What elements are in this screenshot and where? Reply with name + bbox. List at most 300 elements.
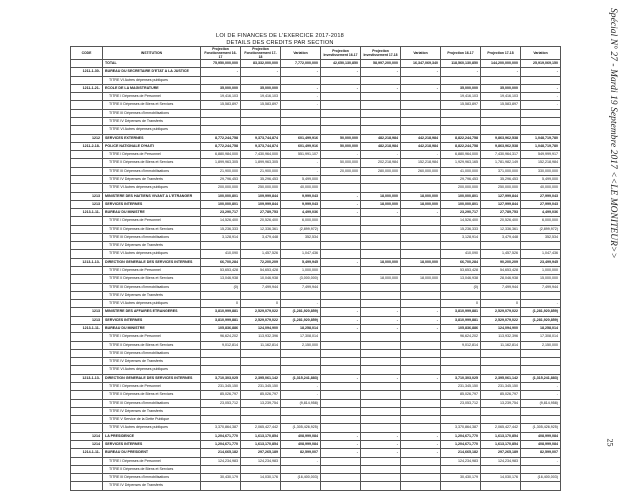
row-value: 7,499,944 [481,283,521,291]
table-row [71,465,561,473]
row-value [361,399,401,407]
row-value: 2,529,079,022 [241,316,281,324]
row-code [71,267,103,275]
table-row [71,482,561,490]
row-value: 23,053,712 [441,399,481,407]
row-value [401,382,441,390]
row-value: 17,308,014 [281,333,321,341]
row-value: - [401,449,441,457]
row-code: 1211-1-30- [71,68,103,76]
row-value: - [321,192,361,200]
row-value: 90,200,209 [481,258,521,266]
row-value: - [361,432,401,440]
row-value: 410,090 [201,250,241,258]
row-label: TITRE III Dépenses d'Immobilisations [103,233,201,241]
row-value: 18,000,000 [361,192,401,200]
table-row [71,109,561,117]
row-value: 27,789,753 [241,209,281,217]
row-code [71,250,103,258]
row-value: 371,000,000 [481,167,521,175]
row-value: 20,000,000 [321,167,361,175]
row-value [321,333,361,341]
row-value: (2,899,972) [281,225,321,233]
row-value: 4,499,036 [521,209,561,217]
table-row [71,60,561,68]
row-value: - [321,374,361,382]
row-value: - [521,457,561,465]
row-value: 124,234,983 [481,457,521,465]
row-value [321,399,361,407]
row-code [71,242,103,250]
table-row [71,341,561,349]
row-value: 15,583,897 [241,101,281,109]
row-value: 21,900,000 [241,167,281,175]
table-row [71,200,561,208]
row-label: TITRE I Dépenses de Personnel [103,93,201,101]
row-value: 1,000,000 [521,267,561,275]
row-value: 250,000,000 [481,184,521,192]
row-value: 7,430,964,000 [241,151,281,159]
row-value: 29,796,453 [201,175,241,183]
row-value [401,457,441,465]
row-value [481,407,521,415]
row-value: 1,204,671,770 [201,432,241,440]
row-value [361,482,401,490]
row-value: 7,499,944 [281,283,321,291]
row-code [71,465,103,473]
row-value [321,175,361,183]
row-value [481,482,521,490]
row-value: 23,499,945 [521,258,561,266]
row-code [71,399,103,407]
row-value: 3,479,448 [481,233,521,241]
row-label: DIRECTION GENERALE DES SERVICES INTERNES [103,374,201,382]
row-code [71,175,103,183]
row-value [441,416,481,424]
row-value: 231,345,150 [201,382,241,390]
row-value [401,416,441,424]
row-value [441,291,481,299]
row-code: 1213-1-13- [71,258,103,266]
row-label: TITRE I Dépenses de Personnel [103,333,201,341]
table-row [71,267,561,275]
row-value [321,217,361,225]
row-code: 1214 [71,432,103,440]
table-header-row [71,47,561,60]
table-row [71,151,561,159]
row-value: 482,218,984 [361,134,401,142]
row-value [281,407,321,415]
row-code: 1213 [71,192,103,200]
running-header: Spécial N° 27 - Mardi 19 Septembre 2017 <<LE MONITEUR>> [608,8,618,259]
row-code [71,225,103,233]
row-value: - [281,101,321,109]
row-value: 2,529,079,022 [481,316,521,324]
row-value [361,175,401,183]
row-label: SERVICES EXTERNES [103,134,201,142]
row-value [401,391,441,399]
row-value: 1,781,982,149 [481,159,521,167]
row-value: (1,281,920,859) [521,308,561,316]
row-value: 25,919,069,150 [521,60,561,68]
row-value: 2,529,079,022 [241,308,281,316]
row-value: - [361,308,401,316]
row-value: 18,000,000 [361,200,401,208]
row-value: 109,999,844 [241,192,281,200]
row-value: 14,526,400 [441,217,481,225]
row-value: - [361,374,401,382]
row-value [281,291,321,299]
row-value [201,76,241,84]
row-value: (1,315,241,883) [521,374,561,382]
row-value: 42,650,130,850 [321,60,361,68]
row-value [361,283,401,291]
row-value [401,225,441,233]
row-label: TITRE VI Autres dépenses publiques [103,250,201,258]
row-value: - [281,382,321,390]
row-value: 3,128,914 [201,233,241,241]
row-value: 9,999,043 [281,200,321,208]
row-value: 12,336,361 [241,225,281,233]
row-value [361,242,401,250]
row-value: - [481,68,521,76]
row-value: 15,583,897 [201,101,241,109]
row-value: 23,290,717 [201,209,241,217]
row-value [281,416,321,424]
row-value [201,349,241,357]
row-code [71,291,103,299]
row-value: 6,000,000 [521,217,561,225]
row-value: - [281,93,321,101]
row-code [71,167,103,175]
row-value [481,126,521,134]
table-row [71,399,561,407]
row-value [321,416,361,424]
row-value [321,474,361,482]
row-value [321,300,361,308]
row-label: TITRE I Dépenses de Personnel [103,217,201,225]
row-value: 5,499,000 [281,175,321,183]
row-value: 7,499,944 [241,283,281,291]
row-value: 8,822,244,758 [441,134,481,142]
row-value: 1,613,170,854 [241,440,281,448]
row-value: 11,162,814 [241,341,281,349]
row-code [71,109,103,117]
row-value [481,358,521,366]
row-value: 297,265,189 [241,449,281,457]
row-value: - [401,316,441,324]
row-value: - [321,258,361,266]
row-value: - [521,300,561,308]
row-value [201,358,241,366]
row-value: - [281,391,321,399]
row-code [71,474,103,482]
row-value [441,349,481,357]
row-value: (1,315,241,883) [281,374,321,382]
row-value: - [321,432,361,440]
row-value: - [321,325,361,333]
row-label: TITRE IV Dépenses de Transferts [103,242,201,250]
row-value: 9,012,814 [441,341,481,349]
row-value: 1,047,436 [521,250,561,258]
column-header: Projection Investissement 17-18 [361,47,401,60]
row-value [401,366,441,374]
row-value: 85,026,797 [201,391,241,399]
row-value [441,358,481,366]
row-value: 35,296,453 [481,175,521,183]
row-value: 85,026,797 [441,391,481,399]
row-code: 1212 [71,134,103,142]
row-value [441,407,481,415]
row-value: 105,836,886 [201,325,241,333]
row-value [241,291,281,299]
table-row [71,349,561,357]
row-value [281,482,321,490]
row-value [201,242,241,250]
row-value: (1,281,920,859) [521,316,561,324]
table-row [71,68,561,76]
row-code: 1214-1-11- [71,449,103,457]
row-value: 1,048,719,780 [521,142,561,150]
row-value [361,217,401,225]
row-value: 66,700,284 [441,258,481,266]
row-value: 330,000,000 [521,167,561,175]
row-value: 6,880,964,000 [441,151,481,159]
row-value: - [521,101,561,109]
table-row [71,101,561,109]
row-value [241,416,281,424]
table-row [71,242,561,250]
row-value: 13,239,754 [241,399,281,407]
row-value [281,76,321,84]
row-value [401,424,441,432]
row-value [241,109,281,117]
table-row [71,84,561,92]
table-row [71,308,561,316]
table-row [71,325,561,333]
row-value: 5,499,945 [281,258,321,266]
row-value: - [401,151,441,159]
row-value: 352,534 [521,233,561,241]
row-value: 35,000,000 [441,84,481,92]
row-value: 1,000,000 [281,267,321,275]
row-value: 8,772,244,758 [201,134,241,142]
row-label: SERVICES INTERNES [103,440,201,448]
row-label: BUREAU DU MINISTRE [103,209,201,217]
row-code [71,126,103,134]
row-value [201,366,241,374]
row-value: 297,265,189 [481,449,521,457]
row-value [361,233,401,241]
row-value: 12,336,361 [481,225,521,233]
row-value: 41,000,000 [441,167,481,175]
table-row [71,457,561,465]
row-value: 152,218,984 [401,159,441,167]
row-value [281,465,321,473]
row-label: TITRE II Dépenses de Biens et Services [103,465,201,473]
row-code: 1213-1-13- [71,374,103,382]
row-value [481,465,521,473]
row-value [361,76,401,84]
row-value [401,482,441,490]
row-value: 50,000,000 [321,159,361,167]
row-value [361,424,401,432]
row-value [481,117,521,125]
row-value: 100,000,801 [441,192,481,200]
document-subtitle: DETAILS DES CREDITS PAR SECTION [226,40,334,46]
row-value [241,126,281,134]
row-label: TITRE III Dépenses d'Immobilisations [103,167,201,175]
row-value: 144,200,000,000 [481,60,521,68]
row-value: 3,810,999,881 [201,316,241,324]
row-value: 549,999,917 [521,151,561,159]
row-value [481,291,521,299]
row-label: TITRE III Dépenses d'Immobilisations [103,399,201,407]
row-value [321,250,361,258]
row-value [361,349,401,357]
row-value: 1,457,526 [241,250,281,258]
row-value: 482,218,984 [361,142,401,150]
row-label: TITRE VI Autres dépenses publiques [103,184,201,192]
row-value: 96,624,202 [201,333,241,341]
row-value: 85,026,797 [241,391,281,399]
row-value: - [281,300,321,308]
row-value [361,416,401,424]
row-label: TITRE I Dépenses de Personnel [103,267,201,275]
row-value [441,76,481,84]
row-value [521,358,561,366]
row-value: 7,499,944 [521,283,561,291]
row-code [71,333,103,341]
row-value: 19,416,103 [481,93,521,101]
row-value [241,366,281,374]
row-label: TITRE IV Dépenses de Transferts [103,175,201,183]
row-value [241,465,281,473]
row-value: (0) [441,283,481,291]
row-value: 27,999,043 [521,192,561,200]
row-value: - [521,382,561,390]
row-value: 9,373,744,874 [241,134,281,142]
row-value [521,291,561,299]
row-value: 82,599,007 [281,449,321,457]
row-value [441,482,481,490]
column-header: Projection Fonctionnement 16-17 [201,47,241,60]
row-value: - [281,159,321,167]
table-row [71,175,561,183]
row-value: 442,218,984 [401,142,441,150]
row-value [521,349,561,357]
row-value [481,242,521,250]
row-value: - [321,151,361,159]
row-label: LA PRESIDENCE [103,432,201,440]
table-row [71,382,561,390]
row-value: 85,026,797 [481,391,521,399]
table-row [71,126,561,134]
row-value [401,267,441,275]
row-value [361,474,401,482]
row-label: SERVICES INTERNES [103,200,201,208]
row-value: 3,710,303,025 [201,374,241,382]
row-value: 3,810,999,881 [441,308,481,316]
row-code: 1213 [71,200,103,208]
table-row [71,391,561,399]
credits-table [70,46,561,491]
row-label: MINISTERE DES AFFAIRES ETRANGERES [103,308,201,316]
row-value: 6,880,984,000 [201,151,241,159]
row-label: TOTAL [103,60,201,68]
row-value: 601,499,916 [281,142,321,150]
row-value: - [321,68,361,76]
row-value [321,482,361,490]
table-row [71,192,561,200]
row-value: 18,000,000 [401,200,441,208]
row-value [361,101,401,109]
row-value: 3,710,303,025 [441,374,481,382]
row-value: 0 [481,300,521,308]
row-code [71,424,103,432]
row-value [481,416,521,424]
row-value [201,407,241,415]
row-value: 2,150,000 [281,341,321,349]
column-header: Variation [401,47,441,60]
row-value: - [521,68,561,76]
row-value: 124,094,900 [241,325,281,333]
row-value [401,283,441,291]
row-value [281,366,321,374]
column-header: Variation [521,47,561,60]
row-value: - [401,68,441,76]
table-row [71,275,561,283]
row-value: - [401,308,441,316]
row-value: 231,345,150 [481,382,521,390]
row-value [201,126,241,134]
row-value: 127,999,844 [481,200,521,208]
row-code [71,358,103,366]
row-code [71,76,103,84]
row-code [71,457,103,465]
row-value [321,267,361,275]
row-value [441,465,481,473]
table-row [71,93,561,101]
row-value: 11,162,814 [481,341,521,349]
row-value: 15,236,333 [441,225,481,233]
row-value: 408,999,084 [281,432,321,440]
row-value [401,217,441,225]
row-value: - [321,308,361,316]
row-value: 50,000,000 [321,142,361,150]
row-value [321,242,361,250]
row-value [481,76,521,84]
row-value: 124,234,983 [241,457,281,465]
row-value [321,341,361,349]
table-row [71,432,561,440]
row-value [401,349,441,357]
row-label: TITRE VI Autres dépenses publiques [103,366,201,374]
row-value: 105,836,886 [441,325,481,333]
row-value: 118,560,130,850 [441,60,481,68]
row-value [201,291,241,299]
row-value: 18,000,000 [401,258,441,266]
row-code: 1211-1-21- [71,84,103,92]
row-value: 2,529,079,022 [481,308,521,316]
row-label: TITRE III Dépenses d'Immobilisations [103,349,201,357]
row-value: 113,932,396 [241,333,281,341]
row-value: 124,234,983 [441,457,481,465]
row-value: 23,053,712 [201,399,241,407]
row-value [361,93,401,101]
row-value: 3,810,999,881 [441,316,481,324]
row-value [241,242,281,250]
